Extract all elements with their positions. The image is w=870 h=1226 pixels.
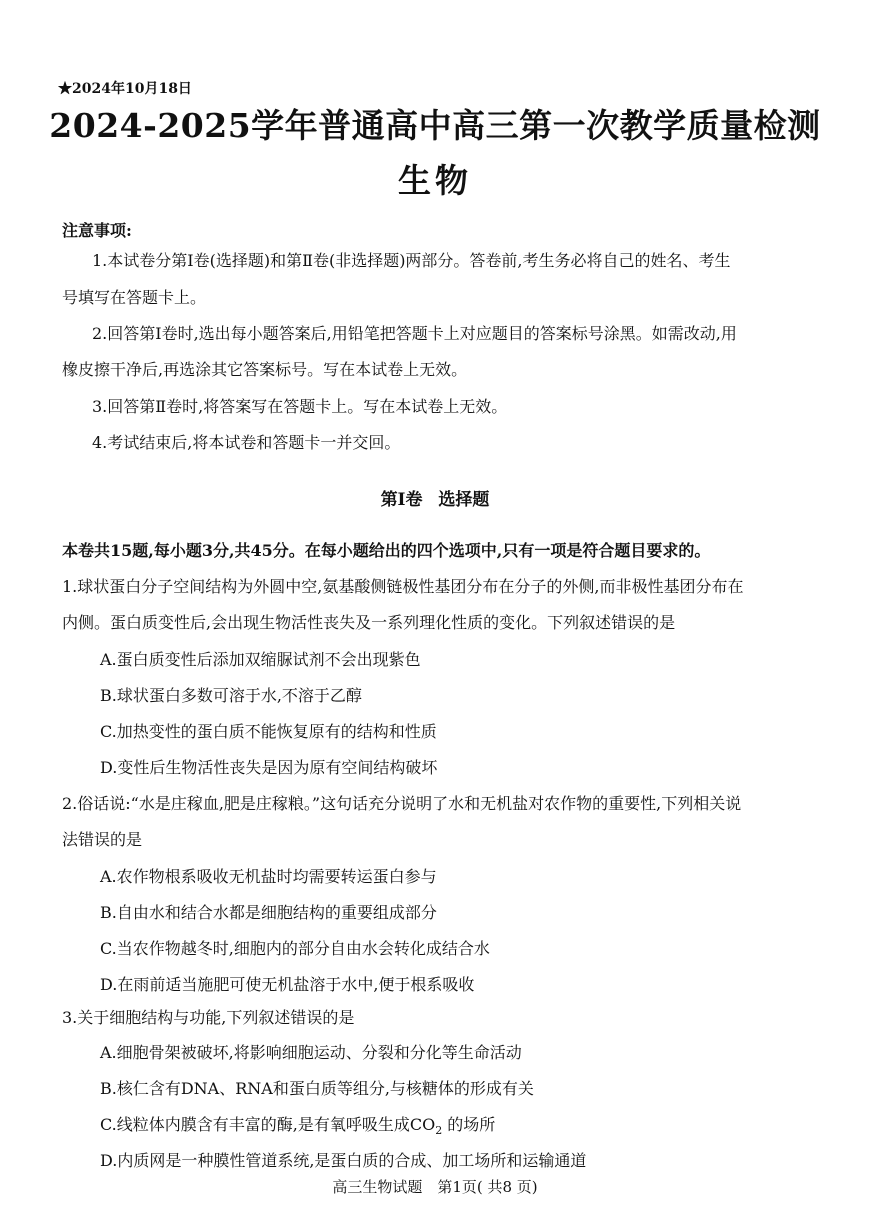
question-2-option-b: B.自由水和结合水都是细胞结构的重要组成部分 xyxy=(100,903,437,922)
notice-item-2-line-2: 橡皮擦干净后,再选涂其它答案标号。写在本试卷上无效。 xyxy=(62,360,468,379)
section-intro: 本卷共15题,每小题3分,共45分。在每小题给出的四个选项中,只有一项是符合题目要求的。 xyxy=(62,541,711,560)
page-footer: 高三生物试题 第1页( 共8 页) xyxy=(332,1178,538,1196)
notice-item-2-line-1: 2.回答第Ⅰ卷时,选出每小题答案后,用铅笔把答题卡上对应题目的答案标号涂黑。如需改动,用 xyxy=(92,324,737,343)
notice-item-1-line-2: 号填写在答题卡上。 xyxy=(62,288,207,307)
question-2-stem-line-1: 2.俗话说:“水是庄稼血,肥是庄稼粮。”这句话充分说明了水和无机盐对农作物的重要性,下列相关说 xyxy=(62,794,742,813)
question-2-option-c: C.当农作物越冬时,细胞内的部分自由水会转化成结合水 xyxy=(100,939,490,958)
question-2-option-a: A.农作物根系吸收无机盐时均需要转运蛋白参与 xyxy=(100,867,437,886)
question-1-stem-line-2: 内侧。蛋白质变性后,会出现生物活性丧失及一系列理化性质的变化。下列叙述错误的是 xyxy=(62,613,676,632)
notice-item-3: 3.回答第Ⅱ卷时,将答案写在答题卡上。写在本试卷上无效。 xyxy=(92,397,508,416)
question-3-option-c xyxy=(100,1112,495,1137)
notice-item-1-line-1: 1.本试卷分第Ⅰ卷(选择题)和第Ⅱ卷(非选择题)两部分。答卷前,考生务必将自己的姓名、考生 xyxy=(92,251,731,270)
question-3-option-c-text: C.线粒体内膜含有丰富的酶,是有氧呼吸生成CO xyxy=(100,1115,436,1134)
question-1-option-d: D.变性后生物活性丧失是因为原有空间结构破坏 xyxy=(100,758,438,777)
question-3-stem: 3.关于细胞结构与功能,下列叙述错误的是 xyxy=(62,1008,355,1027)
exam-date: ★2024年10月18日 xyxy=(58,81,192,97)
notice-heading: 注意事项: xyxy=(62,221,132,240)
question-1-stem-line-1: 1.球状蛋白分子空间结构为外圆中空,氨基酸侧链极性基团分布在分子的外侧,而非极性基团分布在 xyxy=(62,577,744,596)
question-1-option-a: A.蛋白质变性后添加双缩脲试剂不会出现紫色 xyxy=(100,650,421,669)
exam-title: 2024-2025学年普通高中高三第一次教学质量检测 xyxy=(49,106,821,145)
exam-subject: 生物 xyxy=(398,161,472,200)
question-1-option-b: B.球状蛋白多数可溶于水,不溶于乙醇 xyxy=(100,686,362,705)
question-3-option-a: A.细胞骨架被破坏,将影响细胞运动、分裂和分化等生命活动 xyxy=(100,1043,522,1062)
question-1-option-c: C.加热变性的蛋白质不能恢复原有的结构和性质 xyxy=(100,722,437,741)
co2-subscript: 2 xyxy=(435,1124,443,1138)
question-2-option-d: D.在雨前适当施肥可使无机盐溶于水中,便于根系吸收 xyxy=(100,975,475,994)
notice-item-4: 4.考试结束后,将本试卷和答题卡一并交回。 xyxy=(92,433,401,452)
question-3-option-d: D.内质网是一种膜性管道系统,是蛋白质的合成、加工场所和运输通道 xyxy=(100,1151,587,1170)
question-3-option-b: B.核仁含有DNA、RNA和蛋白质等组分,与核糖体的形成有关 xyxy=(100,1079,534,1098)
question-3-option-c-tail: 的场所 xyxy=(442,1115,496,1134)
question-2-stem-line-2: 法错误的是 xyxy=(62,830,143,849)
section-title: 第Ⅰ卷 选择题 xyxy=(380,490,490,510)
